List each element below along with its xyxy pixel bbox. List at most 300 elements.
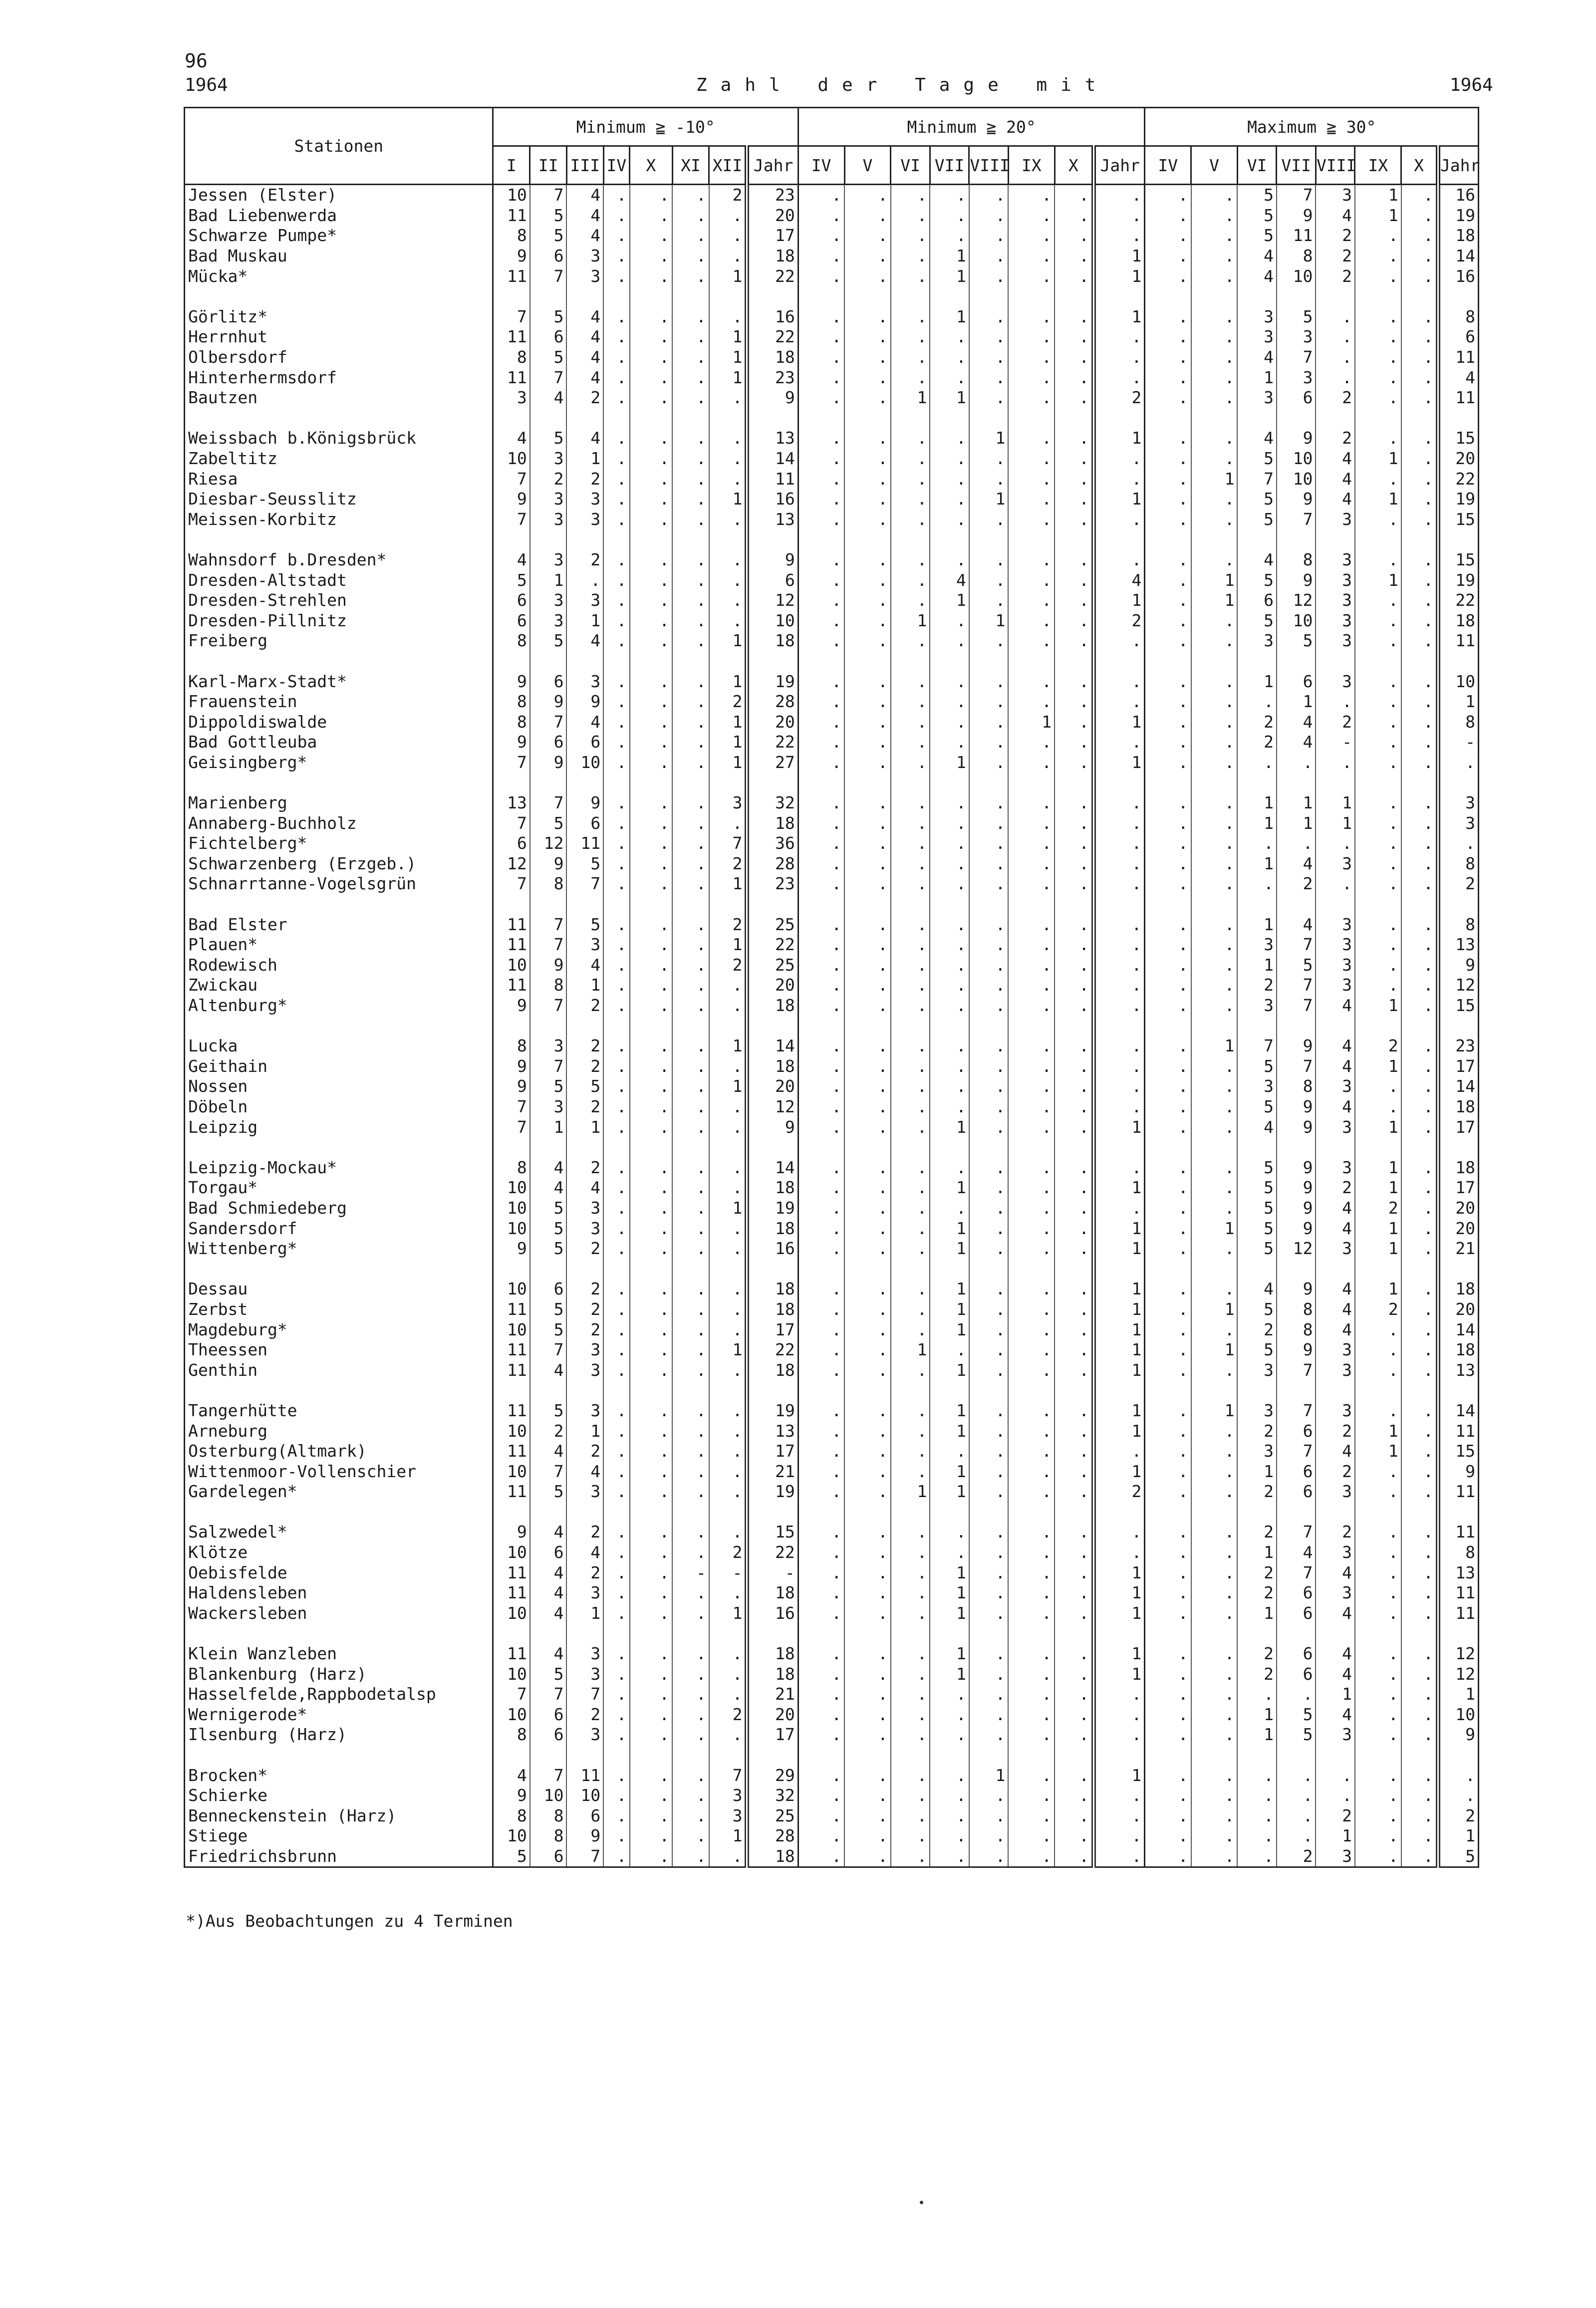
table-cell: 3 bbox=[1316, 975, 1355, 996]
table-cell: 7 bbox=[493, 307, 530, 327]
table-cell: . bbox=[798, 1786, 844, 1806]
table-cell: 10 bbox=[566, 753, 603, 773]
table-cell: . bbox=[630, 610, 673, 631]
table-cell: . bbox=[1008, 1097, 1055, 1117]
table-cell: 13 bbox=[1438, 1562, 1478, 1583]
table-cell: 5 bbox=[530, 1218, 567, 1239]
climate-table bbox=[184, 107, 1479, 1868]
table-cell: 7 bbox=[530, 367, 567, 388]
table-cell: 1 bbox=[1355, 1158, 1401, 1178]
table-cell: . bbox=[891, 469, 930, 489]
table-cell: . bbox=[1008, 1441, 1055, 1462]
table-cell: 6 bbox=[530, 671, 567, 692]
table-cell: . bbox=[930, 1705, 969, 1725]
table-cell: . bbox=[1401, 692, 1438, 712]
table-cell: 5 bbox=[1237, 449, 1277, 469]
table-row bbox=[185, 347, 1479, 368]
table-cell: . bbox=[1401, 996, 1438, 1016]
table-cell: 4 bbox=[1316, 1218, 1355, 1239]
table-row bbox=[185, 1299, 1479, 1320]
table-cell: 9 bbox=[493, 246, 530, 266]
table-cell: 4 bbox=[1316, 1705, 1355, 1725]
table-cell: . bbox=[969, 1482, 1009, 1502]
table-cell: 4 bbox=[1277, 914, 1316, 935]
table-cell: . bbox=[1355, 914, 1401, 935]
table-cell: 1 bbox=[1094, 1603, 1145, 1624]
table-cell: . bbox=[844, 955, 891, 976]
table-cell: 5 bbox=[1277, 1705, 1316, 1725]
table-cell: . bbox=[891, 1786, 930, 1806]
table-cell: 10 bbox=[530, 1786, 567, 1806]
table-cell: . bbox=[798, 1441, 844, 1462]
table-cell: . bbox=[1145, 1644, 1191, 1664]
table-cell: 11 bbox=[1438, 1522, 1478, 1542]
table-cell: . bbox=[1191, 874, 1238, 894]
table-cell: . bbox=[891, 206, 930, 226]
table-cell: . bbox=[1277, 753, 1316, 773]
station-name: Rodewisch bbox=[185, 955, 493, 976]
table-cell: 3 bbox=[1316, 510, 1355, 530]
table-cell: 12 bbox=[1438, 1644, 1478, 1664]
table-row bbox=[185, 1198, 1479, 1219]
table-cell: . bbox=[798, 854, 844, 874]
table-cell: 7 bbox=[493, 1097, 530, 1117]
table-cell: 12 bbox=[747, 1097, 798, 1117]
table-cell: . bbox=[672, 712, 709, 732]
table-cell: 4 bbox=[1316, 1198, 1355, 1219]
table-cell: . bbox=[1008, 428, 1055, 449]
table-cell: . bbox=[1237, 1846, 1277, 1867]
station-name: Theessen bbox=[185, 1340, 493, 1360]
table-cell: 7 bbox=[493, 1117, 530, 1137]
table-row bbox=[185, 1542, 1479, 1563]
table-cell: . bbox=[844, 1522, 891, 1542]
table-cell: . bbox=[630, 1461, 673, 1482]
table-cell: 8 bbox=[493, 631, 530, 651]
table-cell: . bbox=[844, 1056, 891, 1077]
table-cell: . bbox=[1008, 1056, 1055, 1077]
table-row bbox=[185, 955, 1479, 976]
table-cell: . bbox=[930, 712, 969, 732]
table-cell: . bbox=[844, 935, 891, 955]
table-cell: . bbox=[672, 1846, 709, 1867]
table-cell: . bbox=[844, 449, 891, 469]
table-cell: 10 bbox=[1438, 671, 1478, 692]
table-cell: 15 bbox=[747, 1522, 798, 1542]
table-cell: . bbox=[1191, 833, 1238, 854]
table-cell: . bbox=[1094, 185, 1145, 206]
station-name: Mücka* bbox=[185, 266, 493, 286]
table-cell: . bbox=[1094, 975, 1145, 996]
table-cell: . bbox=[969, 1664, 1009, 1684]
table-cell: 17 bbox=[747, 226, 798, 246]
table-cell: 2 bbox=[1316, 1421, 1355, 1441]
table-cell: . bbox=[603, 1239, 629, 1259]
table-cell: . bbox=[709, 1441, 747, 1462]
table-cell: . bbox=[603, 1299, 629, 1320]
station-name: Zabeltitz bbox=[185, 449, 493, 469]
table-cell: . bbox=[1145, 226, 1191, 246]
table-cell: 1 bbox=[1094, 1644, 1145, 1664]
table-cell: . bbox=[969, 1117, 1009, 1137]
table-cell: . bbox=[1055, 590, 1094, 611]
table-cell: . bbox=[1355, 1765, 1401, 1786]
table-cell: . bbox=[1094, 732, 1145, 753]
table-cell: . bbox=[844, 327, 891, 347]
table-cell: . bbox=[630, 914, 673, 935]
table-cell: 1 bbox=[1316, 1684, 1355, 1705]
table-cell: . bbox=[1401, 510, 1438, 530]
table-cell: . bbox=[1055, 1542, 1094, 1563]
table-cell: 9 bbox=[1277, 1158, 1316, 1178]
table-cell: . bbox=[798, 246, 844, 266]
station-name: Döbeln bbox=[185, 1097, 493, 1117]
table-cell: 3 bbox=[530, 489, 567, 510]
table-cell: . bbox=[1055, 1725, 1094, 1745]
table-cell: 3 bbox=[1316, 570, 1355, 590]
table-cell: . bbox=[1008, 1603, 1055, 1624]
table-cell: . bbox=[798, 1725, 844, 1745]
table-cell: 14 bbox=[1438, 1319, 1478, 1340]
table-cell: . bbox=[1191, 1421, 1238, 1441]
table-cell: . bbox=[891, 1117, 930, 1137]
table-cell: . bbox=[1401, 712, 1438, 732]
station-name: Schwarze Pumpe* bbox=[185, 226, 493, 246]
table-cell: . bbox=[672, 955, 709, 976]
table-cell: 11 bbox=[1438, 1583, 1478, 1603]
table-cell: 3 bbox=[1316, 854, 1355, 874]
table-cell: 21 bbox=[1438, 1239, 1478, 1259]
table-cell: . bbox=[1055, 854, 1094, 874]
table-cell: 16 bbox=[747, 1239, 798, 1259]
table-row bbox=[185, 1603, 1479, 1624]
table-cell: . bbox=[844, 1401, 891, 1421]
table-cell: 4 bbox=[566, 327, 603, 347]
table-cell: . bbox=[1008, 1198, 1055, 1219]
table-cell: . bbox=[930, 1056, 969, 1077]
station-name: Blankenburg (Harz) bbox=[185, 1664, 493, 1684]
table-cell: 6 bbox=[1277, 388, 1316, 408]
table-cell: . bbox=[798, 388, 844, 408]
table-cell: . bbox=[1237, 753, 1277, 773]
table-cell: . bbox=[1191, 185, 1238, 206]
table-cell: . bbox=[1145, 388, 1191, 408]
table-cell: . bbox=[603, 732, 629, 753]
table-cell: . bbox=[630, 327, 673, 347]
table-cell: . bbox=[930, 1158, 969, 1178]
table-cell: 9 bbox=[1277, 570, 1316, 590]
table-cell: 1 bbox=[709, 874, 747, 894]
table-cell: . bbox=[798, 1239, 844, 1259]
table-row bbox=[185, 1178, 1479, 1198]
table-row bbox=[185, 671, 1479, 692]
table-cell: . bbox=[1055, 671, 1094, 692]
table-row bbox=[185, 307, 1479, 327]
table-cell: 5 bbox=[1277, 631, 1316, 651]
table-cell: 2 bbox=[1277, 874, 1316, 894]
station-name: Tangerhütte bbox=[185, 1401, 493, 1421]
table-cell: . bbox=[672, 1644, 709, 1664]
col-header-max-30: IX bbox=[1355, 146, 1401, 185]
table-cell: 3 bbox=[566, 1664, 603, 1684]
table-cell: 1 bbox=[709, 732, 747, 753]
table-cell: . bbox=[709, 813, 747, 833]
table-cell: . bbox=[1401, 1441, 1438, 1462]
table-cell: 2 bbox=[566, 1319, 603, 1340]
table-cell: . bbox=[891, 489, 930, 510]
table-cell: . bbox=[1008, 590, 1055, 611]
table-cell: . bbox=[1438, 1786, 1478, 1806]
station-name: Görlitz* bbox=[185, 307, 493, 327]
table-cell: . bbox=[1191, 347, 1238, 368]
table-cell: . bbox=[1008, 510, 1055, 530]
table-cell: 4 bbox=[1316, 1097, 1355, 1117]
table-cell: . bbox=[603, 1583, 629, 1603]
table-cell: 1 bbox=[1438, 1826, 1478, 1846]
table-cell: . bbox=[1055, 914, 1094, 935]
table-row bbox=[185, 185, 1479, 206]
table-cell: 1 bbox=[930, 266, 969, 286]
table-cell: . bbox=[1401, 1178, 1438, 1198]
table-cell: . bbox=[891, 1076, 930, 1097]
table-cell: 1 bbox=[1094, 753, 1145, 773]
table-cell: 20 bbox=[747, 1076, 798, 1097]
table-cell: 5 bbox=[530, 1482, 567, 1502]
table-cell: . bbox=[1008, 367, 1055, 388]
table-cell: . bbox=[1055, 1441, 1094, 1462]
table-cell: 36 bbox=[747, 833, 798, 854]
table-cell: . bbox=[798, 1218, 844, 1239]
table-cell: 1 bbox=[1094, 428, 1145, 449]
table-row bbox=[185, 914, 1479, 935]
table-cell: 3 bbox=[1316, 671, 1355, 692]
table-cell: . bbox=[969, 449, 1009, 469]
table-cell: 5 bbox=[1237, 1299, 1277, 1320]
table-cell: 7 bbox=[709, 1765, 747, 1786]
table-cell: . bbox=[672, 307, 709, 327]
table-cell: . bbox=[1191, 610, 1238, 631]
station-name: Schnarrtanne-Vogelsgrün bbox=[185, 874, 493, 894]
table-cell: 18 bbox=[747, 1279, 798, 1299]
table-cell: . bbox=[1355, 469, 1401, 489]
table-cell: 4 bbox=[1316, 1562, 1355, 1583]
table-cell: . bbox=[844, 489, 891, 510]
table-cell: 6 bbox=[1277, 1461, 1316, 1482]
table-cell: . bbox=[603, 833, 629, 854]
table-cell: 4 bbox=[1316, 206, 1355, 226]
table-cell: . bbox=[1055, 1562, 1094, 1583]
station-name: Friedrichsbrunn bbox=[185, 1846, 493, 1867]
table-cell: . bbox=[798, 1826, 844, 1846]
table-row bbox=[185, 610, 1479, 631]
table-cell: . bbox=[891, 1158, 930, 1178]
table-cell: 3 bbox=[1316, 1076, 1355, 1097]
table-cell: 8 bbox=[530, 874, 567, 894]
group-spacer bbox=[185, 1623, 1479, 1644]
table-cell: . bbox=[1055, 266, 1094, 286]
group-spacer bbox=[185, 894, 1479, 915]
table-cell: 1 bbox=[709, 1076, 747, 1097]
table-cell: 8 bbox=[493, 692, 530, 712]
table-cell: . bbox=[891, 1421, 930, 1441]
table-cell: 4 bbox=[1237, 266, 1277, 286]
table-cell: . bbox=[1191, 1603, 1238, 1624]
table-cell: . bbox=[1094, 550, 1145, 570]
table-cell: . bbox=[1094, 955, 1145, 976]
table-cell: . bbox=[1055, 1360, 1094, 1380]
table-cell: . bbox=[630, 1218, 673, 1239]
table-cell: 10 bbox=[1277, 469, 1316, 489]
table-cell: . bbox=[969, 1158, 1009, 1178]
table-cell: . bbox=[844, 1421, 891, 1441]
table-cell: 4 bbox=[1316, 449, 1355, 469]
table-cell: 6 bbox=[493, 610, 530, 631]
table-cell: 6 bbox=[1277, 1644, 1316, 1664]
table-cell: 1 bbox=[1094, 1461, 1145, 1482]
table-cell: 1 bbox=[969, 489, 1009, 510]
table-row bbox=[185, 367, 1479, 388]
table-cell: . bbox=[1191, 1846, 1238, 1867]
table-cell: 2 bbox=[1237, 1482, 1277, 1502]
table-row bbox=[185, 469, 1479, 489]
table-cell: 1 bbox=[930, 1299, 969, 1320]
table-cell: . bbox=[709, 1218, 747, 1239]
table-cell: 3 bbox=[1237, 388, 1277, 408]
table-cell: . bbox=[1055, 226, 1094, 246]
table-cell: . bbox=[630, 1542, 673, 1563]
station-name: Haldensleben bbox=[185, 1583, 493, 1603]
table-cell: . bbox=[709, 1421, 747, 1441]
table-cell: . bbox=[1094, 206, 1145, 226]
table-cell: 2 bbox=[566, 1562, 603, 1583]
table-cell: 1 bbox=[1094, 712, 1145, 732]
table-cell: . bbox=[891, 671, 930, 692]
table-cell: 1 bbox=[1094, 1299, 1145, 1320]
table-cell: . bbox=[891, 1218, 930, 1239]
table-cell: . bbox=[844, 246, 891, 266]
table-cell: 8 bbox=[1277, 246, 1316, 266]
table-cell: . bbox=[1355, 1846, 1401, 1867]
table-cell: 10 bbox=[493, 1461, 530, 1482]
table-cell: . bbox=[891, 449, 930, 469]
table-cell: . bbox=[1401, 1158, 1438, 1178]
table-cell: - bbox=[1438, 732, 1478, 753]
table-cell: . bbox=[1055, 975, 1094, 996]
table-cell: . bbox=[798, 1198, 844, 1219]
table-cell: 13 bbox=[1438, 935, 1478, 955]
table-cell: . bbox=[969, 590, 1009, 611]
table-cell: . bbox=[1145, 590, 1191, 611]
table-cell: . bbox=[672, 1522, 709, 1542]
table-cell: . bbox=[1191, 266, 1238, 286]
table-cell: . bbox=[630, 1583, 673, 1603]
table-cell: 21 bbox=[747, 1684, 798, 1705]
table-cell: 5 bbox=[1237, 1340, 1277, 1360]
table-cell: . bbox=[969, 1299, 1009, 1320]
table-cell: . bbox=[1401, 367, 1438, 388]
table-cell: . bbox=[603, 1360, 629, 1380]
table-cell: . bbox=[672, 833, 709, 854]
table-row bbox=[185, 1482, 1479, 1502]
table-cell: . bbox=[1055, 753, 1094, 773]
table-cell: . bbox=[969, 1360, 1009, 1380]
table-cell: . bbox=[1055, 1786, 1094, 1806]
table-cell: . bbox=[930, 1340, 969, 1360]
table-cell: . bbox=[672, 1664, 709, 1684]
table-cell: . bbox=[930, 226, 969, 246]
table-cell: 1 bbox=[1237, 914, 1277, 935]
table-cell: . bbox=[603, 1441, 629, 1462]
table-cell: . bbox=[930, 1097, 969, 1117]
table-cell: 17 bbox=[1438, 1178, 1478, 1198]
table-cell: 15 bbox=[1438, 428, 1478, 449]
table-cell: . bbox=[798, 327, 844, 347]
table-cell: . bbox=[969, 813, 1009, 833]
table-cell: 1 bbox=[1355, 206, 1401, 226]
table-cell: . bbox=[1008, 1401, 1055, 1421]
table-cell: . bbox=[672, 1542, 709, 1563]
table-cell: . bbox=[1008, 914, 1055, 935]
table-cell: . bbox=[1008, 1239, 1055, 1259]
table-cell: . bbox=[1401, 1684, 1438, 1705]
table-cell: . bbox=[891, 347, 930, 368]
table-cell: . bbox=[1008, 1846, 1055, 1867]
table-cell: . bbox=[1401, 185, 1438, 206]
table-cell: . bbox=[603, 793, 629, 813]
table-cell: . bbox=[1145, 206, 1191, 226]
table-cell: . bbox=[798, 1360, 844, 1380]
table-cell: 4 bbox=[566, 226, 603, 246]
table-cell: 7 bbox=[493, 874, 530, 894]
table-cell: . bbox=[672, 1826, 709, 1846]
table-cell: 9 bbox=[566, 793, 603, 813]
table-cell: . bbox=[1055, 1583, 1094, 1603]
table-cell: . bbox=[709, 1178, 747, 1198]
table-cell: 10 bbox=[1438, 1705, 1478, 1725]
table-cell: 3 bbox=[1316, 1158, 1355, 1178]
table-cell: . bbox=[1094, 1806, 1145, 1826]
table-cell: 4 bbox=[1316, 1036, 1355, 1056]
table-cell: . bbox=[1055, 388, 1094, 408]
table-cell: . bbox=[969, 1725, 1009, 1745]
table-cell: . bbox=[1055, 1401, 1094, 1421]
table-cell: . bbox=[891, 1461, 930, 1482]
table-cell: . bbox=[844, 1239, 891, 1259]
table-cell: . bbox=[1008, 1421, 1055, 1441]
table-cell: 6 bbox=[1277, 1583, 1316, 1603]
table-cell: 18 bbox=[1438, 1097, 1478, 1117]
table-cell: 3 bbox=[1438, 813, 1478, 833]
table-row bbox=[185, 935, 1479, 955]
table-cell: 3 bbox=[1237, 307, 1277, 327]
group-spacer bbox=[185, 1380, 1479, 1401]
table-cell: . bbox=[969, 388, 1009, 408]
table-cell: 1 bbox=[1237, 367, 1277, 388]
table-row bbox=[185, 1239, 1479, 1259]
col-header-max-30: Jahr bbox=[1438, 146, 1478, 185]
table-cell: . bbox=[1008, 1279, 1055, 1299]
table-cell: . bbox=[1355, 266, 1401, 286]
table-cell: . bbox=[672, 1340, 709, 1360]
table-cell: . bbox=[630, 1562, 673, 1583]
col-header-max-30: V bbox=[1191, 146, 1238, 185]
table-cell: . bbox=[603, 712, 629, 732]
table-cell: . bbox=[891, 914, 930, 935]
table-cell: . bbox=[1145, 1340, 1191, 1360]
table-cell: 2 bbox=[566, 1239, 603, 1259]
table-cell: 1 bbox=[709, 266, 747, 286]
table-cell: 7 bbox=[1237, 1036, 1277, 1056]
